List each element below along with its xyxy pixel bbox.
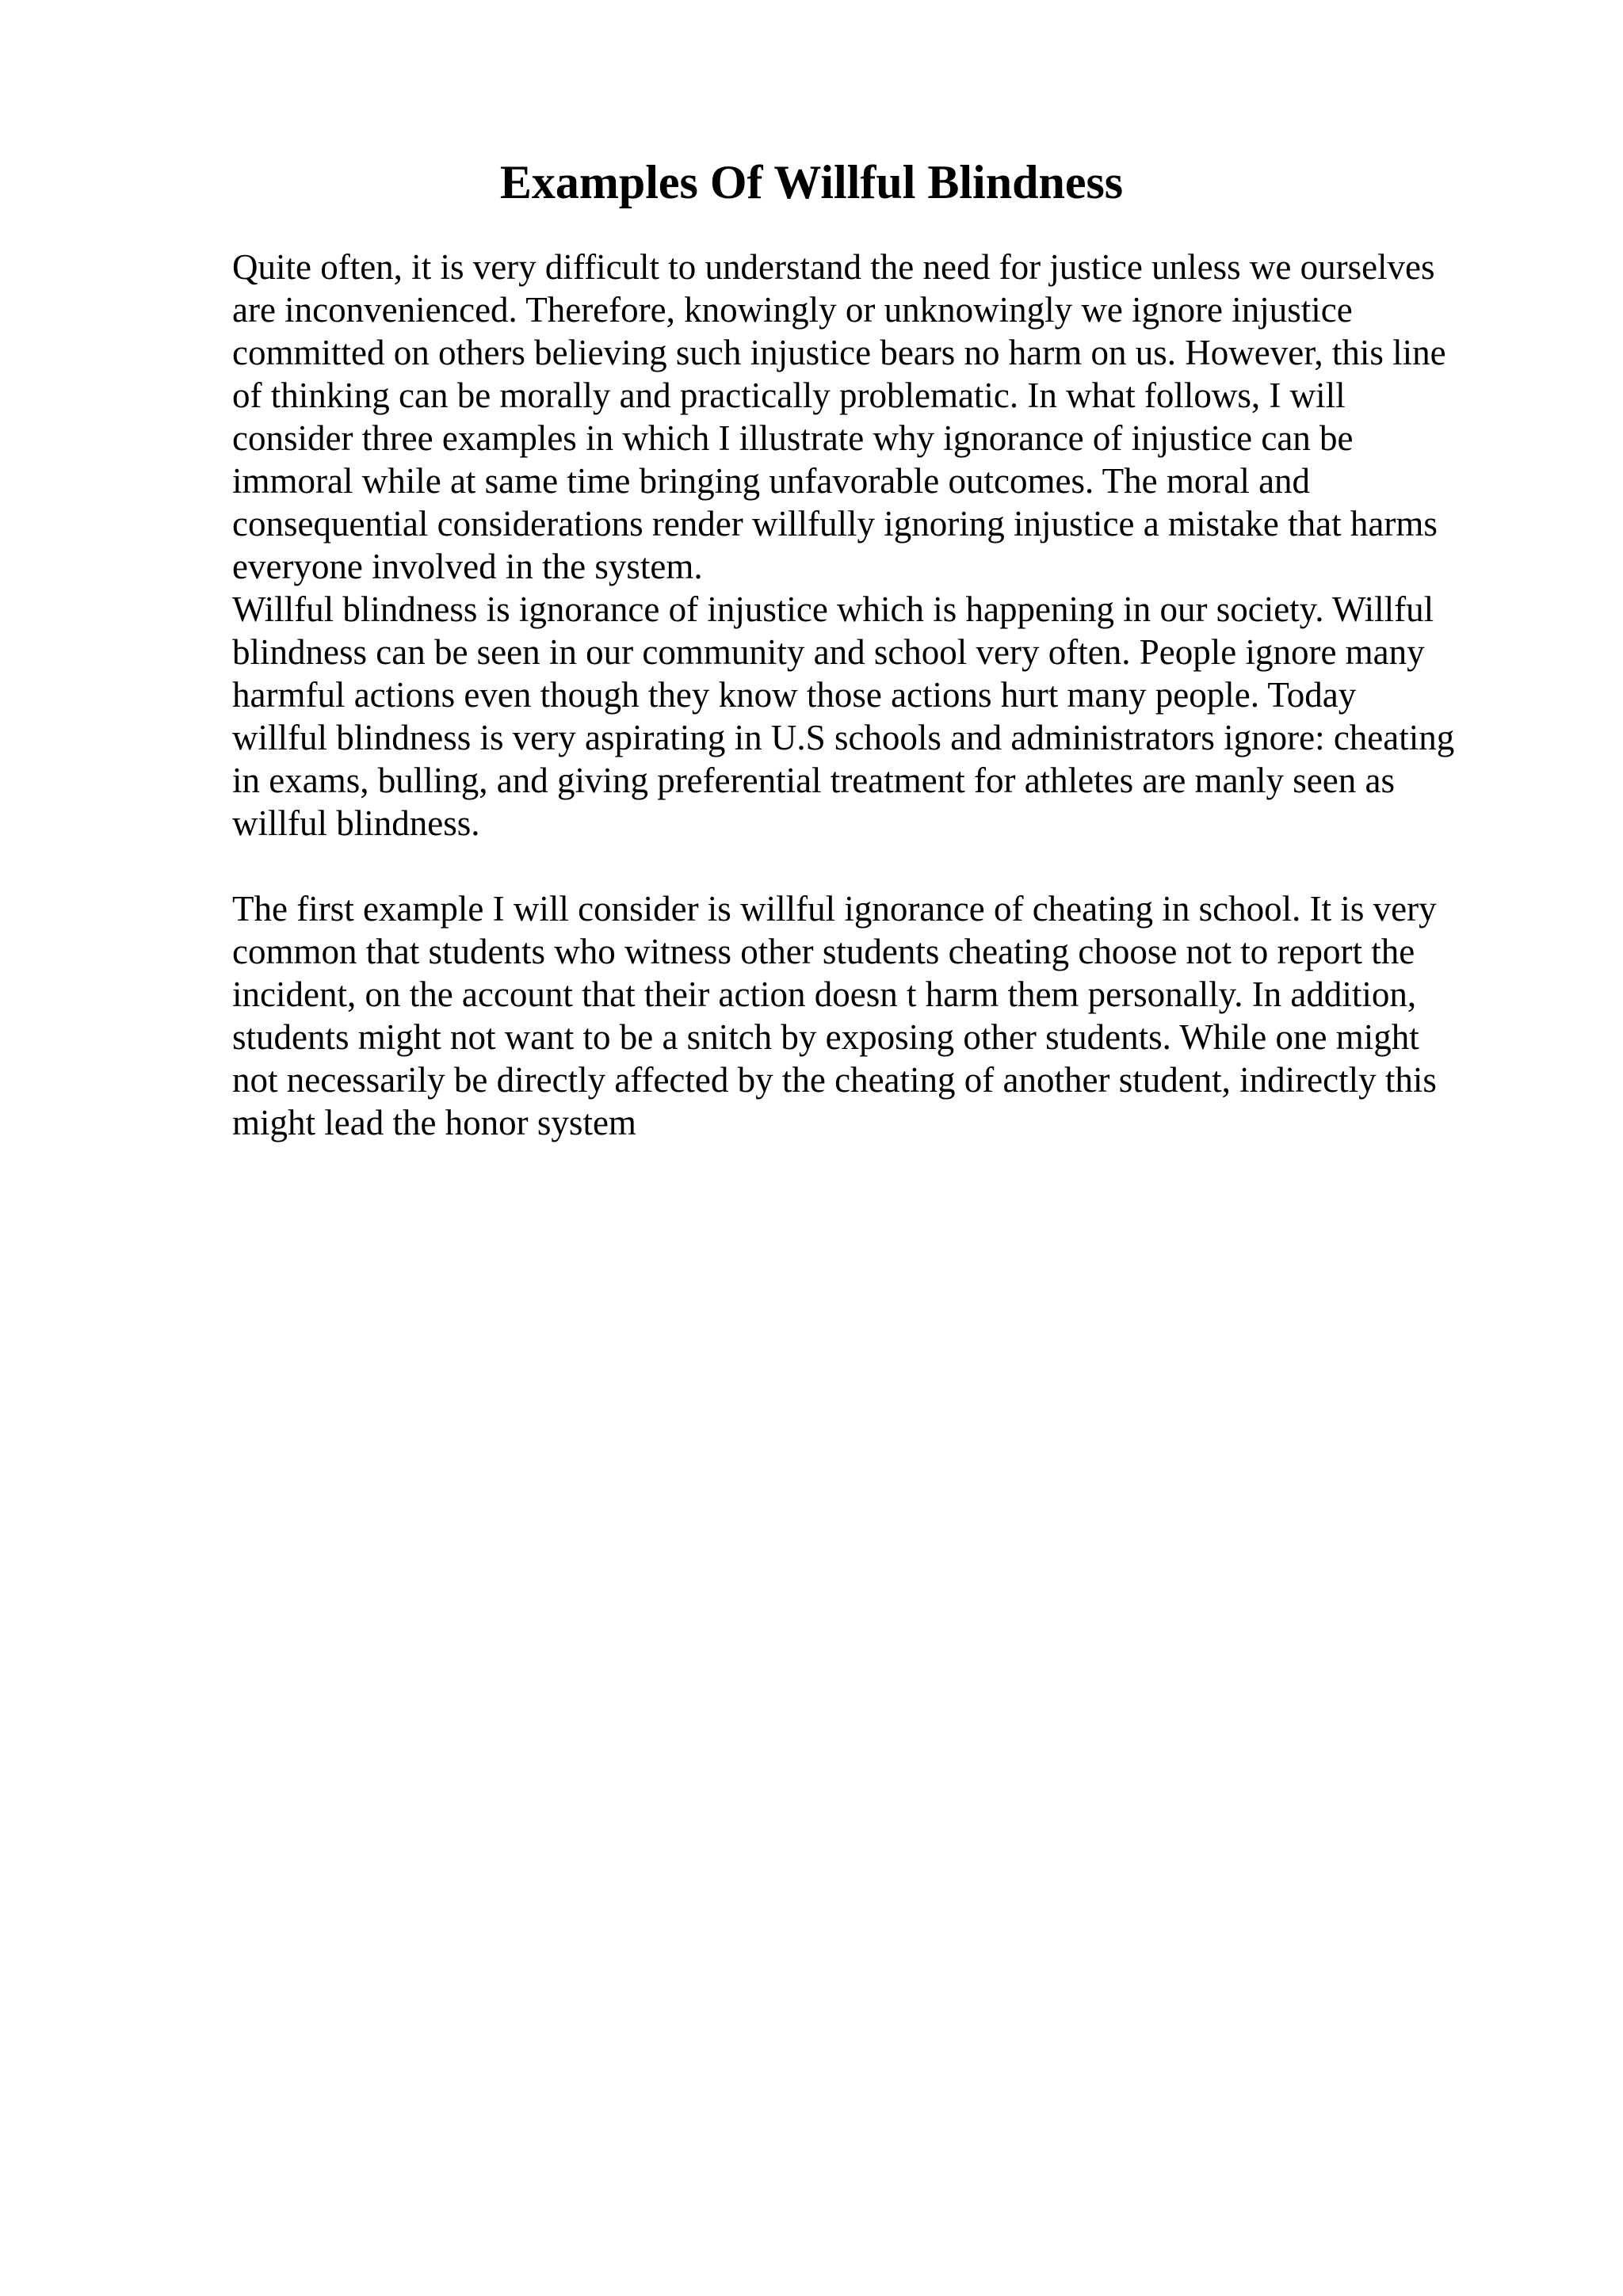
paragraph-1-line-1: Quite often, it is very difficult to understand the need for justice unless we ourselves <box>232 247 1435 287</box>
paragraph-3-line-5: not necessarily be directly affected by the cheating of another student, indirectly this <box>232 1060 1437 1100</box>
paragraph-2-line-4: willful blindness is very aspirating in U.S schools and administrators ignore: cheating <box>232 718 1455 757</box>
paragraph-2-line-3: harmful actions even though they know those actions hurt many people. Today <box>232 675 1357 715</box>
document-title: Examples Of Willful Blindness <box>499 156 1124 208</box>
paragraph-1-line-8: everyone involved in the system. <box>232 547 703 586</box>
paragraph-3-line-4: students might not want to be a snitch by exposing other students. While one might <box>232 1017 1419 1057</box>
paragraph-2-line-5: in exams, bulling, and giving preferential treatment for athletes are manly seen as <box>232 761 1395 800</box>
paragraph-1-line-6: immoral while at same time bringing unfavorable outcomes. The moral and <box>232 461 1311 501</box>
paragraph-1-line-7: consequential considerations render willfully ignoring injustice a mistake that harms <box>232 504 1438 543</box>
paragraph-1-line-2: are inconvenienced. Therefore, knowingly or unknowingly we ignore injustice <box>232 290 1353 330</box>
paragraph-3-line-2: common that students who witness other students cheating choose not to report the <box>232 932 1415 971</box>
paragraph-3-line-6: might lead the honor system <box>232 1103 636 1142</box>
paragraph-2-line-1: Willful blindness is ignorance of injustice which is happening in our society. Willful <box>232 589 1434 629</box>
paragraph-3-line-1: The first example I will consider is willful ignorance of cheating in school. It is very <box>232 889 1437 929</box>
paragraph-3-line-3: incident, on the account that their action doesn t harm them personally. In addition, <box>232 974 1417 1014</box>
paragraph-1-line-4: of thinking can be morally and practically problematic. In what follows, I will <box>232 376 1346 415</box>
paragraph-2-line-6: willful blindness. <box>232 803 480 843</box>
paragraph-1-line-5: consider three examples in which I illustrate why ignorance of injustice can be <box>232 418 1354 458</box>
paragraph-1-line-3: committed on others believing such injustice bears no harm on us. However, this line <box>232 333 1446 372</box>
paragraph-2-line-2: blindness can be seen in our community and school very often. People ignore many <box>232 632 1425 672</box>
